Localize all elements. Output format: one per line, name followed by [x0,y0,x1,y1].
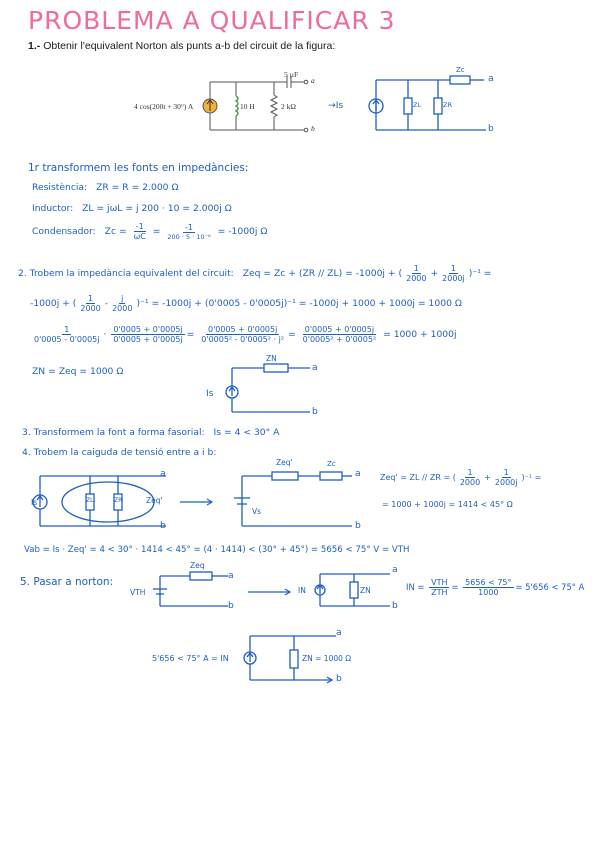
sketch-circuit-2 [224,362,324,417]
resistencia-label: Resistència: [32,182,88,193]
final-source-label: 5'656 < 75° A = IN [152,654,229,663]
frac-num: 0'0005 + 0'0005j [113,325,183,334]
sketch3-zl-label: ZL [86,497,94,504]
step2-line3-rhs: = 1000 + 1000j [383,329,457,340]
frac-num: 0'0005 + 0'0005j [208,325,278,334]
figure-terminal-b: b [311,124,315,133]
page-title: PROBLEMA A QUALIFICAR 3 [28,6,396,35]
condensador-fraction-2 [165,223,212,241]
zeqp-result: = 1000 + 1000j = 1414 < 45° Ω [382,500,513,509]
step4-heading: 4. Trobem la caiguda de tensió entre a i b: [22,447,217,458]
in-fraction-2 [463,578,513,597]
frac-den: 2000 [406,274,427,283]
frac-den: 0'0005 - 0'0005j [34,335,100,344]
step2-line1: 2. Trobem la impedància equivalent del circuit: Zeq = Zc + (ZR // ZL) = -1000j + ( $\frac{1}{2000}$ + $\frac{1}{2000j}$ )⁻¹ = [18,264,492,283]
step3-value: Is = 4 < 30° A [213,427,280,438]
in-rhs: = 5'656 < 75° A [515,582,585,592]
step2-line1-tail: ⁻¹ = [472,268,492,279]
frac-den: 0'0005² - 0'0005² · j² [201,335,285,344]
step2-line3: $\frac{1}{0'0005 - 0'0005j}$ · $\frac{0'0005 + 0'0005j}{0'0005 + 0'0005j}$ = $\frac{0'0005 + 0'0005j}{\text{0'0005² - 0'0005² · j²}}$ = $\frac{0'0005 + 0'0005j}{\text{0'0005² + 0'0005²}}$ = 1000 + 1000j [34,325,457,344]
step1-heading: 1r transformem les fonts en impedàncies: [28,162,249,174]
sketch2-terminal-a: a [312,362,318,373]
sketch-circuit-1 [360,70,500,142]
figure-terminal-a: a [311,76,315,85]
frac-num: VTH [431,578,448,587]
step3 [22,427,279,438]
figure-inductor-label: 10 H [240,102,255,111]
sketch4-vs-label: Vs [252,507,262,516]
zeqp-eq-lhs: Zeq' = ZL // ZR = [380,473,451,482]
sketch6-zn-label: ZN [360,586,371,595]
step2-zn: ZN = Zeq = 1000 Ω [32,366,124,377]
sketch2-source-label: Is [206,388,214,399]
step1-condensador: Condensador: Zc = $\frac{-1}{\omega C}$ = $\frac{-1}{\text{200 · 5 · 10⁻⁶}}$ = -1000j Ω [32,222,268,241]
frac-den: 2000 [112,304,133,313]
sketch3-terminal-a: a [160,468,166,479]
zeqp-fraction-1 [458,468,482,487]
zeqp-fraction-2 [493,468,520,487]
condensador-rhs: = -1000j Ω [217,226,268,237]
condensador-label: Condensador: [32,226,96,237]
frac-num: 1 [413,264,419,273]
sketch3-zeqp-label: Zeq' [146,496,163,505]
in-equation: IN = $\frac{\text{VTH}}{\text{ZTH}}$ = $\frac{5656 < 75^\circ}{1000}$ = 5'656 < 75° A [406,578,585,597]
step2-line1-lhs: Zeq = Zc + (ZR // ZL) = -1000j + [242,268,396,279]
final-zn-label: ZN = 1000 Ω [302,654,352,663]
frac-num: 1 [467,468,473,477]
sketch1-zc-label: Zc [456,66,465,74]
sketch3-zr-label: ZR [114,497,123,504]
sketch5-terminal-b: b [228,600,234,611]
resistencia-equation: ZR = R = 2.000 Ω [96,182,179,193]
in-fraction-1 [429,578,449,597]
sketch4-zeqp-label: Zeq' [276,458,293,467]
sketch4-zc-label: Zc [327,460,336,468]
frac-den: 0'0005² + 0'0005² [302,335,377,344]
frac-den: 1000 [478,588,499,597]
frac-num: 1 [450,264,457,273]
in-eq-lhs: IN = [406,582,425,592]
frac-num: 0'0005 + 0'0005j [304,325,375,334]
figure-resistor-label: 2 kΩ [281,102,296,111]
final-terminal-a: a [336,627,342,638]
step2-line2-fraction-1 [78,294,102,313]
frac-den: 0'0005 + 0'0005j [113,335,183,344]
frac-den: 2000j [494,478,518,487]
step1-inductor [32,203,232,214]
step2-heading: 2. Trobem la impedància equivalent del circuit: [18,268,234,279]
step2-line3-fraction-4 [301,325,379,344]
inductor-label: Inductor: [32,203,74,214]
sketch-circuit-6 [310,568,400,612]
condensador-fraction-1 [132,222,148,241]
frac-num: 1 [88,294,94,303]
sketch2-zn-label: ZN [266,354,277,363]
step2-line1-fraction-1 [404,264,428,283]
figure-source-label: 4 cos(200t + 30°) A [134,102,194,111]
frac-den: 2000 [80,304,101,313]
sketch4-terminal-a: a [355,468,361,479]
step2-line3-fraction-2 [111,325,184,344]
step3-text: 3. Transformem la font a forma fasorial: [22,427,205,438]
sketch5-vth-label: VTH [130,588,146,597]
sketch-circuit-5 [150,568,240,612]
inductor-equation: ZL = jωL = j 200 · 10 = 2.000j Ω [82,203,232,214]
sketch5-zeq-label: Zeq [190,561,205,570]
sketch3-terminal-b: b [160,520,166,531]
condensador-lhs: Zc = [104,226,127,237]
step2-line2-rhs: ⁻¹ = -1000j + (0'0005 - 0'0005j)⁻¹ = -1000j + 1000 + 1000j = 1000 Ω [140,298,462,309]
frac-num: j [121,294,124,303]
sketch6-terminal-a: a [392,564,398,575]
step2-line2-lhs: -1000j + [30,298,70,309]
vab-equation: Vab = Is · Zeq' = 4 < 30° · 1414 < 45° = (4 · 1414) < (30° + 45°) = 5656 < 75° V = VTH [24,545,410,555]
sketch6-terminal-b: b [392,600,398,611]
zeqp-equation: Zeq' = ZL // ZR = ( $\frac{1}{2000}$ + $\frac{1}{2000j}$ )⁻¹ = [380,468,542,487]
frac-num: 1 [503,468,509,477]
sketch1-source-text: Is [335,100,344,111]
arrow-2 [248,588,294,596]
frac-num: -1 [135,222,144,231]
step2-line2-fraction-2 [110,294,134,313]
sketch6-in-label: IN [298,586,306,595]
sketch1-terminal-b: b [488,123,494,134]
sketch5-terminal-a: a [228,570,234,581]
sketch1-terminal-a: a [488,73,494,84]
sketch1-zl-label: ZL [413,101,422,109]
problem-text: Obtenir l'equivalent Norton als punts a-b del circuit de la figura: [43,40,336,52]
final-terminal-b: b [336,673,342,684]
frac-den: 200 · 5 · 10⁻⁶ [167,232,211,241]
step2-line2: -1000j + ( $\frac{1}{2000}$ - $\frac{j}{2000}$ )⁻¹ = -1000j + (0'0005 - 0'0005j)⁻¹ = -1000j + 1000 + 1000j = 1000 Ω [30,294,462,313]
step1-resistencia [32,182,178,193]
frac-den: ωC [133,232,146,241]
sketch3-source-label: Is [31,498,38,507]
sketch4-terminal-b: b [355,520,361,531]
frac-den: ZTH [431,588,448,597]
frac-den: 2000j [442,274,465,283]
step2-line3-fraction-3 [199,325,286,344]
arrow-1 [180,498,216,506]
frac-num: -1 [185,222,194,232]
step2-line1-fraction-2 [440,264,467,283]
step2-line3-fraction-1 [32,325,102,344]
sketch1-source-label: →Is [328,100,344,111]
sketch2-terminal-b: b [312,406,318,417]
sketch-circuit-4 [232,466,362,536]
frac-num: 1 [64,325,70,334]
figure-capacitor-label: 5 µF [284,70,299,79]
step5-heading: 5. Pasar a norton: [20,576,114,588]
frac-num: 5656 < 75° [465,578,512,587]
frac-den: 2000 [459,478,481,487]
problem-statement [28,40,335,52]
zeqp-tail: ⁻¹ = [524,473,542,482]
sketch1-zr-label: ZR [443,101,452,109]
problem-number: 1.- [28,40,41,52]
